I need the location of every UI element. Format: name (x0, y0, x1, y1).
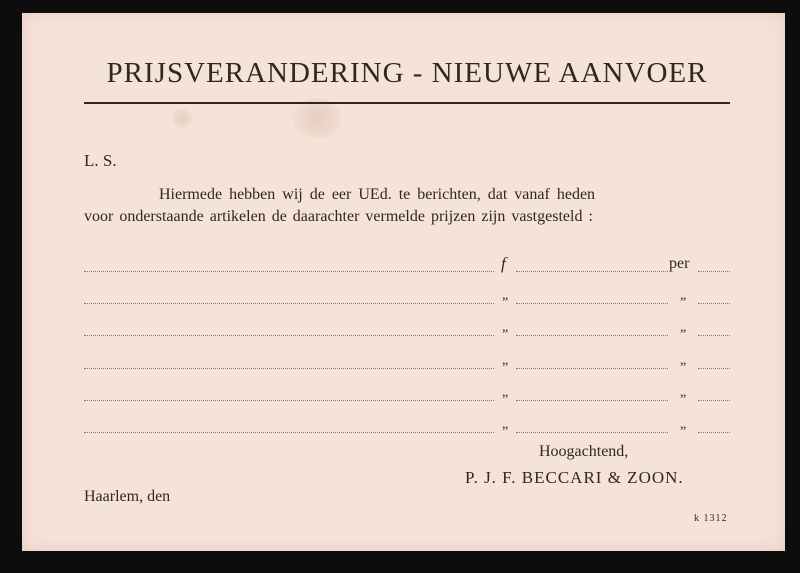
article-dotted-line (84, 335, 494, 336)
ditto-mark: „ (502, 288, 509, 303)
company-name: P. J. F. BECCARI & ZOON. (465, 468, 684, 487)
price-change-card (22, 13, 785, 551)
ditto-mark: „ (680, 353, 687, 368)
price-row (84, 385, 730, 405)
price-row (84, 353, 730, 373)
price-dotted-line (516, 271, 668, 272)
unit-dotted-line (698, 303, 730, 304)
article-dotted-line (84, 271, 494, 272)
price-dotted-line (516, 335, 668, 336)
price-row (84, 256, 730, 276)
unit-dotted-line (698, 368, 730, 369)
ditto-mark: „ (502, 353, 509, 368)
ditto-mark: „ (680, 320, 687, 335)
unit-dotted-line (698, 432, 730, 433)
salutation: L. S. (84, 151, 117, 170)
currency-mark: f (501, 254, 506, 273)
article-dotted-line (84, 432, 494, 433)
place-date: Haarlem, den (84, 488, 171, 505)
paper-stain (172, 108, 192, 128)
unit-dotted-line (698, 400, 730, 401)
article-dotted-line (84, 400, 494, 401)
price-row (84, 288, 730, 308)
price-dotted-line (516, 303, 668, 304)
intro-text-line-1: Hiermede hebben wij de eer UEd. te berichten, dat vanaf heden (159, 186, 596, 203)
ditto-mark: „ (502, 385, 509, 400)
ditto-mark: „ (680, 385, 687, 400)
ditto-mark: „ (502, 320, 509, 335)
article-dotted-line (84, 368, 494, 369)
intro-text-line-2: voor onderstaande artikelen de daarachter vermelde prijzen zijn vastgesteld : (84, 208, 593, 225)
title-underline (84, 102, 730, 104)
ditto-mark: „ (502, 417, 509, 432)
card-title: PRIJSVERANDERING - NIEUWE AANVOER (106, 57, 708, 89)
closing-greeting: Hoogachtend, (539, 443, 629, 460)
price-dotted-line (516, 400, 668, 401)
price-row (84, 417, 730, 437)
unit-dotted-line (698, 335, 730, 336)
price-row (84, 320, 730, 340)
ditto-mark: „ (680, 288, 687, 303)
unit-dotted-line (698, 271, 730, 272)
price-dotted-line (516, 368, 668, 369)
article-dotted-line (84, 303, 494, 304)
ditto-mark: „ (680, 417, 687, 432)
per-label: per (669, 255, 690, 272)
price-dotted-line (516, 432, 668, 433)
paper-stain (292, 98, 342, 138)
print-code: k 1312 (694, 513, 728, 524)
